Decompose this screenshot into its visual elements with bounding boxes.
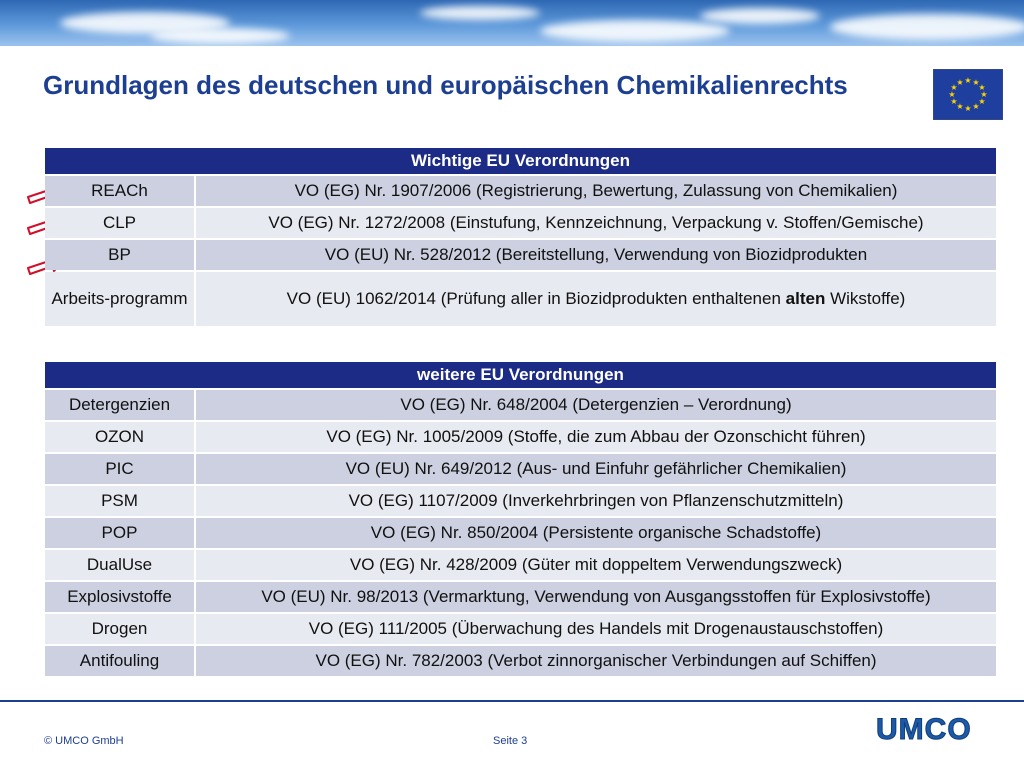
regulation-desc: VO (EU) Nr. 649/2012 (Aus- und Einfuhr gefährlicher Chemikalien): [196, 454, 996, 484]
svg-text:★: ★: [956, 102, 964, 111]
regulation-desc: VO (EG) Nr. 850/2004 (Persistente organische Schadstoffe): [196, 518, 996, 548]
regulation-abbr: BP: [45, 240, 194, 270]
table-row: [45, 486, 996, 516]
table-row: [45, 582, 996, 612]
regulation-desc: VO (EG) Nr. 1272/2008 (Einstufung, Kennzeichnung, Verpackung v. Stoffen/Gemische): [196, 208, 996, 238]
important-regulations-table: [43, 146, 998, 328]
svg-text:★: ★: [964, 76, 972, 85]
regulation-desc: VO (EG) Nr. 428/2009 (Güter mit doppeltem Verwendungszweck): [196, 550, 996, 580]
svg-text:★: ★: [950, 83, 958, 92]
regulation-desc: VO (EG) Nr. 1907/2006 (Registrierung, Bewertung, Zulassung von Chemikalien): [196, 176, 996, 206]
regulation-abbr: PSM: [45, 486, 194, 516]
table-row: [45, 614, 996, 644]
table-row: [45, 176, 996, 206]
svg-text:★: ★: [972, 102, 980, 111]
eu-flag-icon: [933, 69, 1003, 120]
regulation-abbr: Drogen: [45, 614, 194, 644]
table-row: [45, 550, 996, 580]
desc-part: VO (EU) 1062/2014 (Prüfung aller in Biozidprodukten enthaltenen: [286, 289, 786, 308]
regulation-abbr: REACh: [45, 176, 194, 206]
regulation-abbr: Arbeits-programm: [45, 272, 194, 326]
svg-text:★: ★: [978, 83, 986, 92]
regulation-desc: VO (EG) Nr. 1005/2009 (Stoffe, die zum Abbau der Ozonschicht führen): [196, 422, 996, 452]
further-regulations-table: [43, 360, 998, 678]
svg-text:★: ★: [950, 97, 958, 106]
table-header: weitere EU Verordnungen: [45, 362, 996, 388]
regulation-abbr: Antifouling: [45, 646, 194, 676]
table-row: [45, 272, 996, 326]
table-row: [45, 454, 996, 484]
regulation-desc: VO (EU) Nr. 98/2013 (Vermarktung, Verwendung von Ausgangsstoffen für Explosivstoffe): [196, 582, 996, 612]
regulation-abbr: CLP: [45, 208, 194, 238]
page-title: Grundlagen des deutschen und europäischen Chemikalienrechts: [43, 70, 848, 100]
table-row: [45, 240, 996, 270]
footer-divider: [0, 700, 1024, 702]
regulation-abbr: DualUse: [45, 550, 194, 580]
table-row: [45, 422, 996, 452]
regulation-abbr: PIC: [45, 454, 194, 484]
svg-text:★: ★: [948, 90, 956, 99]
regulation-desc: VO (EG) Nr. 782/2003 (Verbot zinnorganischer Verbindungen auf Schiffen): [196, 646, 996, 676]
table-row: [45, 646, 996, 676]
table-row: [45, 208, 996, 238]
regulation-desc: [196, 272, 996, 326]
svg-text:★: ★: [980, 90, 988, 99]
company-logo: UMCO: [876, 713, 972, 746]
regulation-desc: VO (EG) 1107/2009 (Inverkehrbringen von Pflanzenschutzmitteln): [196, 486, 996, 516]
regulation-desc: VO (EG) 111/2005 (Überwachung des Handels mit Drogenaustauschstoffen): [196, 614, 996, 644]
svg-text:★: ★: [956, 78, 964, 87]
regulation-abbr: OZON: [45, 422, 194, 452]
copyright: © UMCO GmbH: [44, 735, 124, 747]
sky-banner: [0, 0, 1024, 46]
svg-text:★: ★: [972, 78, 980, 87]
regulation-abbr: POP: [45, 518, 194, 548]
table-row: [45, 390, 996, 420]
desc-part: Wikstoffe): [825, 289, 906, 308]
regulation-abbr: Explosivstoffe: [45, 582, 194, 612]
regulation-desc: VO (EU) Nr. 528/2012 (Bereitstellung, Verwendung von Biozidprodukten: [196, 240, 996, 270]
svg-text:★: ★: [964, 104, 972, 113]
table-row: [45, 518, 996, 548]
regulation-abbr: Detergenzien: [45, 390, 194, 420]
regulation-desc: VO (EG) Nr. 648/2004 (Detergenzien – Verordnung): [196, 390, 996, 420]
svg-text:★: ★: [978, 97, 986, 106]
desc-bold: alten: [785, 289, 826, 308]
page-number: Seite 3: [493, 735, 528, 747]
table-header: Wichtige EU Verordnungen: [45, 148, 996, 174]
